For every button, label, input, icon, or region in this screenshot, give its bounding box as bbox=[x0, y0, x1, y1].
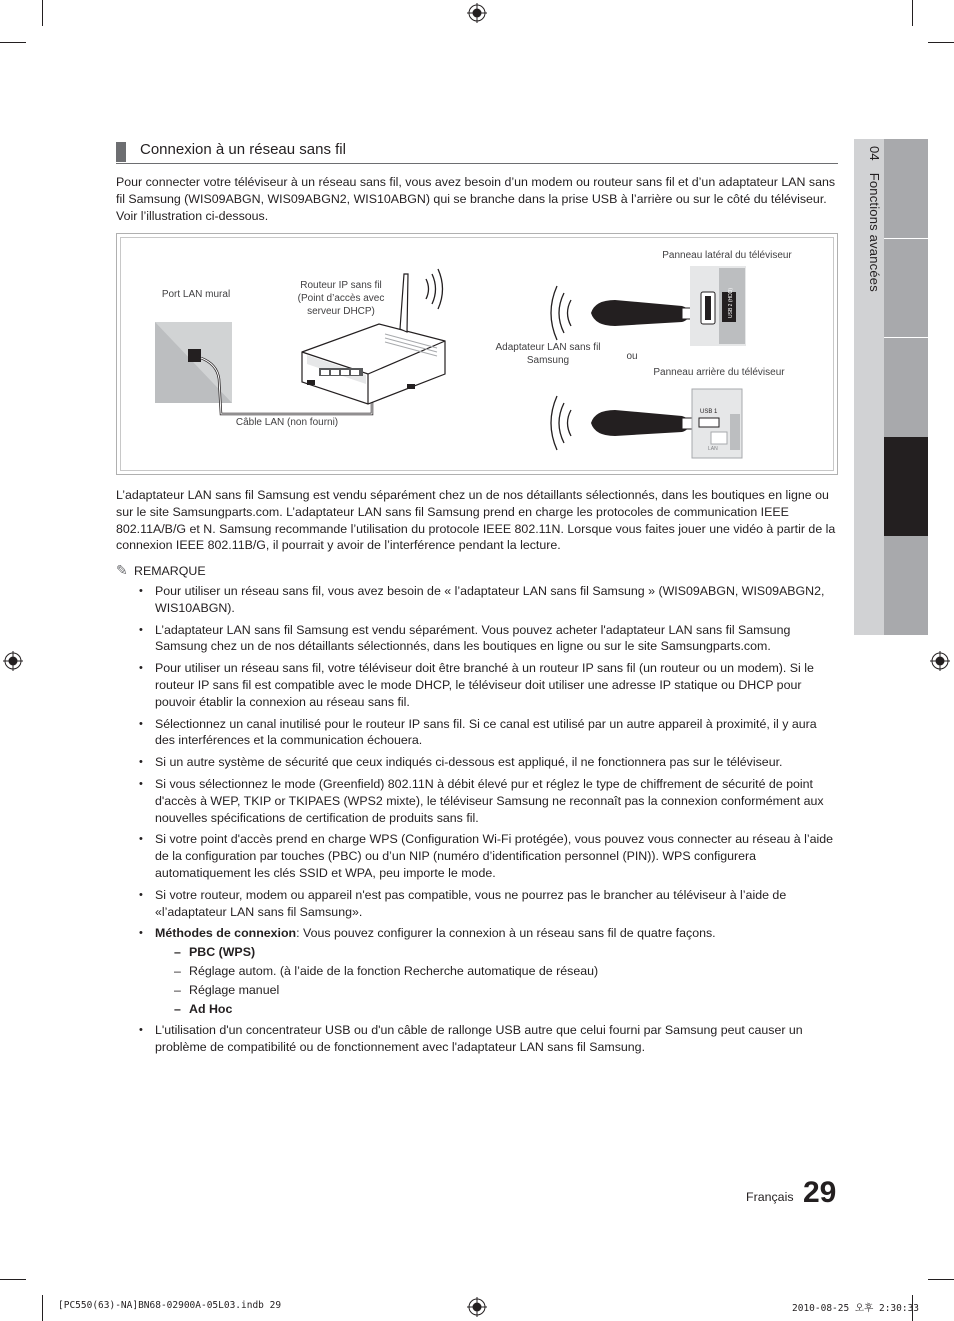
section-heading bbox=[116, 140, 838, 164]
list-item: • L'utilisation d'un concentrateur USB ou d'un câble de rallonge USB autre que celui fourni par Samsung peut causer un problème de compatibilité ou de fonctionnement avec l'adaptateur LAN sans fil Samsung. bbox=[136, 1022, 840, 1056]
method-item: – Réglage manuel bbox=[155, 982, 840, 999]
page-number: 29 bbox=[803, 1176, 837, 1209]
crop-mark bbox=[42, 1295, 43, 1321]
list-item: • Pour utiliser un réseau sans fil, vous avez besoin de « l’adaptateur LAN sans fil Samsung » (WIS09ABGN, WIS09ABGN2, WIS10ABGN). bbox=[136, 583, 840, 617]
router-label bbox=[285, 279, 397, 318]
router-label-line: Routeur IP sans fil bbox=[300, 280, 382, 291]
crop-mark bbox=[912, 0, 913, 26]
or-label: ou bbox=[626, 351, 638, 362]
lan-port-label: LAN bbox=[708, 446, 718, 452]
list-item: • L’adaptateur LAN sans fil Samsung est vendu séparément. Vous pouvez acheter l'adaptateur LAN sans fil Samsung Samsung chez un de nos détaillants sélectionnés, dans les boutiques en ligne ou sur le site Samsungparts.com. bbox=[136, 622, 840, 656]
adapter-wifi-icon bbox=[551, 286, 571, 340]
crop-mark bbox=[0, 1279, 26, 1280]
print-slug-file: [PC550(63)-NA]BN68-02900A-05L03.indb 29 bbox=[58, 1300, 282, 1311]
chapter-title: Fonctions avancées bbox=[867, 172, 882, 292]
registration-mark-icon bbox=[3, 651, 23, 671]
list-item: • Si vous sélectionnez le mode (Greenfield) 802.11N à débit élevé pur et réglez le type de chiffrement de sécurité de point d'accès à WEP, TKIP or TKIPAES (WPS2 mixte), le téléviseur Samsung ne reconnaît pas la connexion conformément aux nouvelles spécifications de certification de produits sans fil. bbox=[136, 776, 840, 826]
wall-lan-jack bbox=[188, 349, 201, 362]
list-item: • Si un autre système de sécurité que ceux indiqués ci-dessous est appliqué, il ne fonctionnera pas sur le téléviseur. bbox=[136, 754, 840, 771]
wall-port-label: Port LAN mural bbox=[161, 289, 231, 300]
remark-heading bbox=[116, 562, 206, 579]
usb-side-label: USB 2 (HDD) bbox=[728, 287, 734, 318]
list-item: • Si votre point d'accès prend en charge WPS (Configuration Wi-Fi protégée), vous pouvez vous connecter au réseau à l’aide de la configuration par touches (PBC) ou d’un NIP (numéro d’identification personnel (PIN)). WPS configurera automatiquement les clés SSID et WPA, peu importe le mode. bbox=[136, 831, 840, 881]
chapter-tab-strip bbox=[884, 139, 928, 635]
usb1-label: USB 1 bbox=[700, 409, 718, 415]
chapter-tab-active bbox=[884, 437, 928, 536]
router-label-line: (Point d’accès avec bbox=[297, 293, 385, 304]
chapter-tab-divider bbox=[884, 337, 928, 338]
crop-mark bbox=[928, 1279, 954, 1280]
list-item-methods bbox=[136, 925, 840, 1017]
crop-mark bbox=[0, 42, 26, 43]
network-illustration bbox=[116, 233, 838, 475]
chapter-tab-divider bbox=[884, 238, 928, 239]
adapter-label-line: Adaptateur LAN sans fil bbox=[495, 342, 601, 353]
crop-mark bbox=[928, 42, 954, 43]
body-paragraph: L’adaptateur LAN sans fil Samsung est vendu séparément chez un de nos détaillants sélectionnés, dans les boutiques en ligne ou sur le site Samsungparts.com. L’adaptateur LAN sans fil Samsung prend en charge les protocoles de communication IEEE 802.11A/B/G et N. Samsung recommande l’utilisation du protocole IEEE 802.11N. Lorsque vous faites jouer une vidéo à partir de la connexion IEEE 802.11B/G, il pourrait y avoir de l’interférence pendant la lecture. bbox=[116, 488, 836, 553]
rear-panel-label: Panneau arrière du téléviseur bbox=[653, 367, 785, 378]
chapter-label bbox=[862, 146, 882, 326]
methods-label: Méthodes de connexion bbox=[155, 926, 297, 941]
methods-text: : Vous pouvez configurer la connexion à un réseau sans fil de quatre façons. bbox=[296, 926, 716, 941]
print-slug-date: 2010-08-25 오후 2:30:33 bbox=[792, 1303, 920, 1314]
intro-paragraph: Pour connecter votre téléviseur à un réseau sans fil, vous avez besoin d’un modem ou routeur sans fil et d’un adaptateur LAN sans fil Samsung (WIS09ABGN, WIS09ABGN2, WIS10ABGN) qui se branche dans la prise USB à l’arrière ou sur le côté du téléviseur. Voir l’illustration ci-dessous. bbox=[116, 175, 836, 223]
registration-mark-icon bbox=[467, 1297, 487, 1317]
cable-label: Câble LAN (non fourni) bbox=[235, 417, 339, 428]
adapter-wifi-icon bbox=[551, 396, 571, 450]
section-title: Connexion à un réseau sans fil bbox=[140, 141, 346, 158]
chapter-number: 04 bbox=[867, 146, 882, 161]
list-item: • Sélectionnez un canal inutilisé pour le routeur IP sans fil. Si ce canal est utilisé par un autre appareil à proximité, il y aura des interférences et la communication échouera. bbox=[136, 716, 840, 750]
pencil-icon: ✎ bbox=[116, 562, 128, 578]
router-label-line: serveur DHCP) bbox=[307, 306, 375, 317]
method-item: – Ad Hoc bbox=[155, 1001, 840, 1018]
wireless-adapter-rear bbox=[591, 410, 700, 436]
side-panel-label: Panneau latéral du téléviseur bbox=[662, 250, 792, 261]
footer-language: Français bbox=[746, 1190, 794, 1204]
method-item: – PBC (WPS) bbox=[155, 944, 840, 961]
list-item: • Si votre routeur, modem ou appareil n'est pas compatible, vous ne pourrez pas le brancher au téléviseur à l’aide de «l’adaptateur LAN sans fil Samsung». bbox=[136, 887, 840, 921]
registration-mark-icon bbox=[930, 651, 950, 671]
connection-diagram bbox=[117, 234, 837, 474]
router-wifi-icon bbox=[426, 269, 443, 309]
remark-list bbox=[136, 583, 840, 1061]
heading-bar bbox=[116, 142, 126, 162]
adapter-label-line: Samsung bbox=[526, 355, 570, 366]
adapter-label bbox=[487, 341, 609, 367]
tv-rear-panel bbox=[692, 389, 742, 458]
tv-side-panel bbox=[690, 266, 746, 346]
registration-mark-icon bbox=[467, 3, 487, 23]
crop-mark bbox=[42, 0, 43, 26]
method-item: – Réglage autom. (à l’aide de la fonction Recherche automatique de réseau) bbox=[155, 963, 840, 980]
wireless-adapter-side bbox=[591, 300, 700, 326]
list-item: • Pour utiliser un réseau sans fil, votre téléviseur doit être branché à un routeur IP sans fil (un routeur ou un modem). Si le routeur IP sans fil est compatible avec le mode DHCP, le téléviseur doit utiliser une adresse IP statique ou DHCP pour pouvoir établir la connexion au réseau sans fil. bbox=[136, 660, 840, 710]
remark-title: REMARQUE bbox=[134, 564, 206, 578]
